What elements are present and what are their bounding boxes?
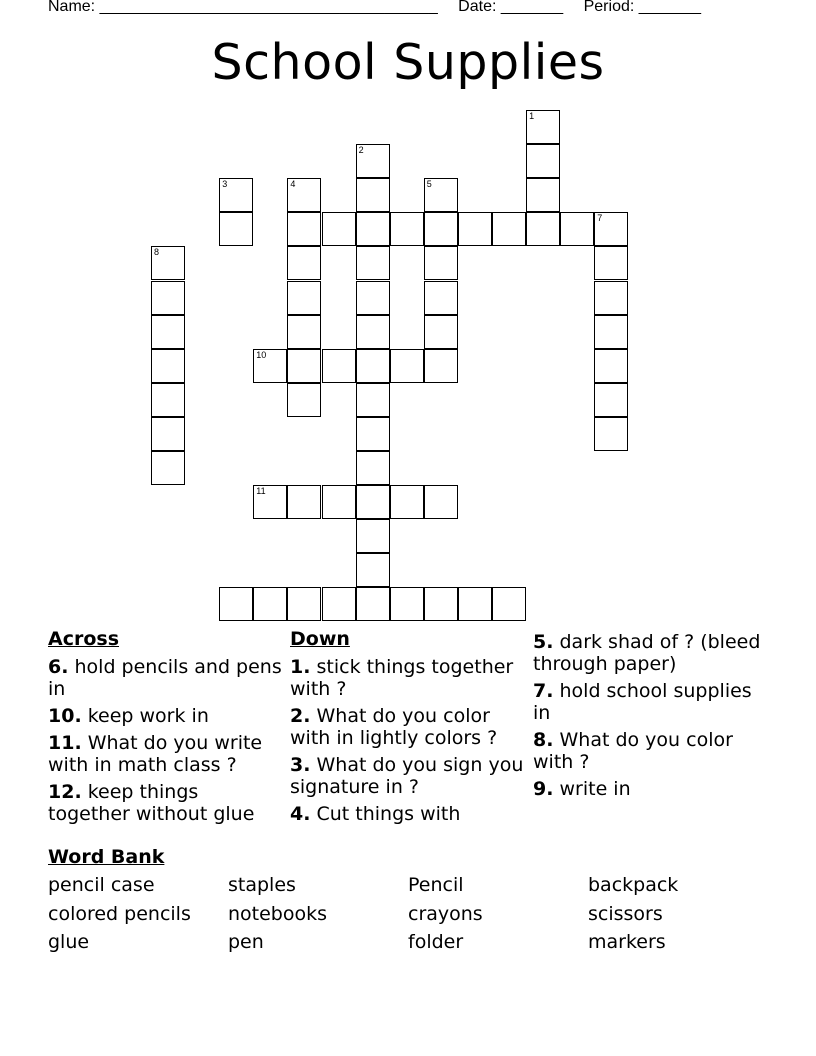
crossword-cell[interactable] [356, 519, 390, 553]
crossword-cell[interactable] [287, 212, 321, 246]
across-clues [48, 628, 284, 830]
word-bank-item: markers [588, 931, 666, 953]
crossword-cell[interactable] [151, 246, 185, 280]
word-bank-item: colored pencils [48, 903, 191, 925]
crossword-cell[interactable] [322, 349, 356, 383]
crossword-cell[interactable] [287, 485, 321, 519]
crossword-cell[interactable] [322, 485, 356, 519]
crossword-cell[interactable] [424, 485, 458, 519]
clue-number: 2 [358, 145, 364, 156]
crossword-cell[interactable] [458, 212, 492, 246]
clue-item-text: hold school supplies in [533, 680, 752, 724]
clue-item-text: What do you color with ? [533, 729, 733, 773]
clue-item [48, 656, 284, 700]
crossword-cell[interactable] [356, 281, 390, 315]
down-clues-continued [533, 631, 769, 805]
clue-item [48, 732, 284, 776]
crossword-cell[interactable] [356, 451, 390, 485]
clue-item [533, 778, 769, 800]
crossword-cell[interactable] [322, 587, 356, 621]
crossword-cell[interactable] [424, 349, 458, 383]
crossword-cell[interactable] [219, 212, 253, 246]
clue-item [533, 729, 769, 773]
clue-item [48, 705, 284, 727]
crossword-cell[interactable] [151, 417, 185, 451]
clue-item-text: Cut things with [310, 803, 461, 825]
clue-item [290, 656, 526, 700]
crossword-cell[interactable] [594, 281, 628, 315]
crossword-cell[interactable] [322, 212, 356, 246]
crossword-cell[interactable] [424, 178, 458, 212]
clue-item [290, 754, 526, 798]
crossword-cell[interactable] [356, 178, 390, 212]
page-title: School Supplies [211, 34, 605, 91]
word-bank-item: pencil case [48, 874, 155, 896]
crossword-cell[interactable] [492, 587, 526, 621]
word-bank-item: glue [48, 931, 90, 953]
crossword-cell[interactable] [390, 212, 424, 246]
clue-item [48, 781, 284, 825]
clue-item-text: hold pencils and pens in [48, 656, 282, 700]
word-bank-item: pen [228, 931, 264, 953]
clue-number: 1 [529, 111, 535, 121]
crossword-cell[interactable] [356, 315, 390, 349]
clue-item-number: 4. [290, 803, 311, 825]
crossword-cell[interactable] [424, 587, 458, 621]
clue-item-number: 10. [48, 705, 82, 727]
crossword-cell[interactable] [424, 246, 458, 280]
clue-number: 5 [426, 179, 432, 190]
crossword-cell[interactable] [424, 315, 458, 349]
crossword-cell[interactable] [253, 587, 287, 621]
clue-item-text: What do you sign you signature in ? [290, 754, 524, 798]
crossword-cell[interactable] [356, 485, 390, 519]
clue-item-number: 3. [290, 754, 311, 776]
clue-item-text: What do you color with in lightly colors ? [290, 705, 498, 749]
word-bank-item: backpack [588, 874, 679, 896]
crossword-cell[interactable] [594, 212, 628, 246]
crossword-cell[interactable] [151, 315, 185, 349]
clue-item-text: What do you write with in math class ? [48, 732, 263, 776]
clue-item-text: dark shad of ? (bleed through paper) [533, 631, 761, 675]
crossword-cell[interactable] [594, 417, 628, 451]
crossword-cell[interactable] [424, 281, 458, 315]
crossword-cell[interactable] [287, 246, 321, 280]
clue-item [533, 680, 769, 724]
clue-item-number: 2. [290, 705, 311, 727]
clue-item [533, 631, 769, 675]
crossword-cell[interactable] [390, 349, 424, 383]
word-bank-item: folder [408, 931, 464, 953]
clue-number: 11 [256, 486, 266, 497]
crossword-cell[interactable] [356, 144, 390, 178]
clue-item-text: stick things together with ? [290, 656, 514, 700]
crossword-cell[interactable] [594, 246, 628, 280]
clue-item-number: 1. [290, 656, 311, 678]
clue-item-text: keep things together without glue [48, 781, 255, 825]
clue-item-text: write in [553, 778, 631, 800]
crossword-cell[interactable] [424, 212, 458, 246]
crossword-cell[interactable] [287, 281, 321, 315]
clue-number: 8 [154, 247, 160, 258]
crossword-cell[interactable] [253, 349, 287, 383]
crossword-cell[interactable] [526, 144, 560, 178]
clue-item-number: 12. [48, 781, 82, 803]
crossword-cell[interactable] [287, 315, 321, 349]
crossword-cell[interactable] [151, 349, 185, 383]
crossword-cell[interactable] [390, 485, 424, 519]
clue-item-number: 9. [533, 778, 554, 800]
across-heading: Across [48, 628, 120, 650]
date-field[interactable]: Date: _______ [458, 0, 564, 15]
clue-item-number: 7. [533, 680, 554, 702]
crossword-cell[interactable] [594, 315, 628, 349]
crossword-cell[interactable] [356, 383, 390, 417]
crossword-cell[interactable] [287, 587, 321, 621]
crossword-cell[interactable] [356, 212, 390, 246]
crossword-cell[interactable] [219, 587, 253, 621]
clue-item-number: 11. [48, 732, 82, 754]
clue-item [290, 803, 526, 825]
crossword-cell[interactable] [287, 383, 321, 417]
word-bank-item: notebooks [228, 903, 328, 925]
period-field[interactable]: Period: _______ [583, 0, 702, 15]
crossword-cell[interactable] [356, 553, 390, 587]
down-clues [290, 628, 526, 830]
clue-item [290, 705, 526, 749]
clue-item-number: 5. [533, 631, 554, 653]
crossword-cell[interactable] [526, 178, 560, 212]
word-bank-item: scissors [588, 903, 663, 925]
crossword-cell[interactable] [253, 485, 287, 519]
crossword-cell[interactable] [356, 417, 390, 451]
crossword-cell[interactable] [151, 281, 185, 315]
crossword-cell[interactable] [219, 178, 253, 212]
crossword-cell[interactable] [287, 178, 321, 212]
crossword-cell[interactable] [526, 212, 560, 246]
crossword-cell[interactable] [356, 587, 390, 621]
crossword-cell[interactable] [560, 212, 594, 246]
word-bank-item: crayons [408, 903, 483, 925]
crossword-cell[interactable] [526, 110, 560, 144]
crossword-cell[interactable] [356, 246, 390, 280]
clue-number: 10 [256, 349, 267, 360]
clue-number: 3 [222, 179, 228, 190]
clue-item-text: keep work in [81, 705, 209, 727]
down-heading: Down [290, 628, 350, 650]
clue-number: 4 [290, 179, 296, 190]
name-field[interactable]: Name: ______________________________________ [48, 0, 438, 15]
clue-item-number: 8. [533, 729, 554, 751]
word-bank-item: staples [228, 874, 296, 896]
crossword-cell[interactable] [287, 349, 321, 383]
clue-number: 7 [597, 213, 603, 224]
crossword-cell[interactable] [390, 587, 424, 621]
crossword-cell[interactable] [151, 451, 185, 485]
word-bank-item: Pencil [408, 874, 464, 896]
crossword-cell[interactable] [492, 212, 526, 246]
word-bank-heading: Word Bank [48, 846, 165, 868]
crossword-cell[interactable] [356, 349, 390, 383]
crossword-cell[interactable] [594, 383, 628, 417]
crossword-cell[interactable] [151, 383, 185, 417]
clue-item-number: 6. [48, 656, 69, 678]
crossword-cell[interactable] [458, 587, 492, 621]
crossword-cell[interactable] [594, 349, 628, 383]
